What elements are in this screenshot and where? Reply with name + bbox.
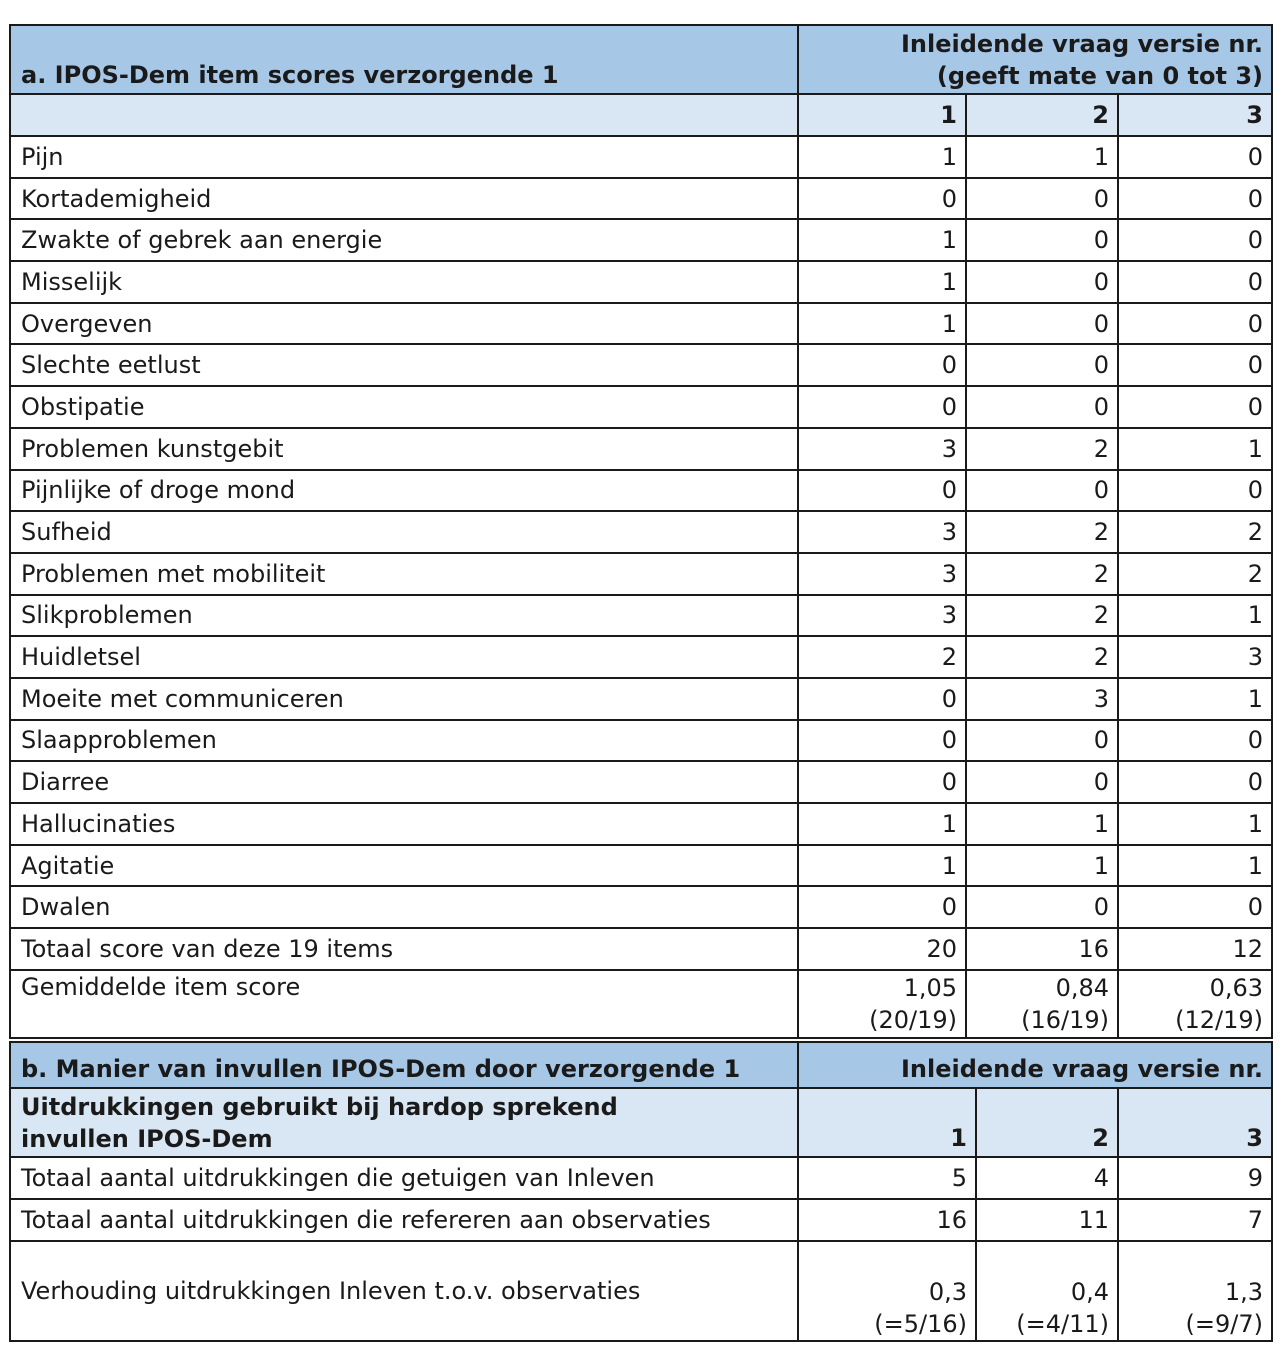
ratio-value-1 bbox=[798, 1241, 976, 1341]
ratio-label: Verhouding uitdrukkingen Inleven t.o.v. observaties bbox=[10, 1241, 798, 1341]
item-score-3: 0 bbox=[1118, 136, 1272, 178]
ratio-value-3-fraction: (=9/7) bbox=[1185, 1310, 1263, 1338]
table-row bbox=[10, 178, 1272, 220]
item-label: Slaapproblemen bbox=[10, 720, 798, 762]
mean-score-3-fraction: (12/19) bbox=[1175, 1006, 1263, 1035]
mean-score-3-value: 0,63 bbox=[1209, 974, 1263, 1003]
column-header-1: 1 bbox=[798, 94, 966, 136]
mean-score-1 bbox=[798, 970, 966, 1038]
item-score-3: 1 bbox=[1118, 803, 1272, 845]
item-score-3: 0 bbox=[1118, 261, 1272, 303]
ratio-value-3-value: 1,3 bbox=[1224, 1278, 1263, 1306]
item-score-3: 3 bbox=[1118, 636, 1272, 678]
item-score-1: 1 bbox=[798, 845, 966, 887]
item-score-3: 1 bbox=[1118, 428, 1272, 470]
item-score-2: 0 bbox=[966, 261, 1118, 303]
item-score-2: 1 bbox=[966, 845, 1118, 887]
mean-score-2-value: 0,84 bbox=[1055, 974, 1109, 1003]
item-score-1: 3 bbox=[798, 553, 966, 595]
item-score-1: 0 bbox=[798, 178, 966, 220]
item-score-3: 0 bbox=[1118, 178, 1272, 220]
expression-count-3: 7 bbox=[1118, 1199, 1272, 1241]
item-label: Moeite met communiceren bbox=[10, 678, 798, 720]
item-score-3: 2 bbox=[1118, 511, 1272, 553]
total-score-2: 16 bbox=[966, 928, 1118, 970]
total-score-3: 12 bbox=[1118, 928, 1272, 970]
ratio-value-1-fraction: (=5/16) bbox=[874, 1310, 967, 1338]
item-score-3: 0 bbox=[1118, 303, 1272, 345]
table-row bbox=[10, 553, 1272, 595]
item-score-3: 1 bbox=[1118, 845, 1272, 887]
item-label: Kortademigheid bbox=[10, 178, 798, 220]
item-score-2: 2 bbox=[966, 553, 1118, 595]
mean-row bbox=[10, 970, 1272, 1038]
item-score-1: 3 bbox=[798, 428, 966, 470]
expression-count-2: 4 bbox=[976, 1157, 1118, 1199]
item-score-1: 3 bbox=[798, 511, 966, 553]
expression-label: Totaal aantal uitdrukkingen die getuigen van Inleven bbox=[10, 1157, 798, 1199]
table-row bbox=[10, 720, 1272, 762]
item-score-2: 0 bbox=[966, 386, 1118, 428]
item-score-3: 0 bbox=[1118, 761, 1272, 803]
table-row bbox=[10, 470, 1272, 512]
expression-count-2: 11 bbox=[976, 1199, 1118, 1241]
mean-score-2 bbox=[966, 970, 1118, 1038]
item-label: Dwalen bbox=[10, 886, 798, 928]
item-label: Overgeven bbox=[10, 303, 798, 345]
table-row bbox=[10, 678, 1272, 720]
item-score-3: 2 bbox=[1118, 553, 1272, 595]
item-label: Misselijk bbox=[10, 261, 798, 303]
item-score-2: 0 bbox=[966, 470, 1118, 512]
section-b-version-header: Inleidende vraag versie nr. bbox=[798, 1042, 1272, 1088]
mean-score-3 bbox=[1118, 970, 1272, 1038]
item-score-3: 0 bbox=[1118, 219, 1272, 261]
item-label: Pijn bbox=[10, 136, 798, 178]
section-a-title: a. IPOS-Dem item scores verzorgende 1 bbox=[10, 25, 798, 94]
b-column-header-3: 3 bbox=[1118, 1088, 1272, 1157]
item-label: Slechte eetlust bbox=[10, 344, 798, 386]
fill-method-table bbox=[9, 1041, 1273, 1342]
table-row bbox=[10, 386, 1272, 428]
version-header bbox=[798, 25, 1272, 94]
item-label: Huidletsel bbox=[10, 636, 798, 678]
item-score-2: 2 bbox=[966, 511, 1118, 553]
item-score-3: 0 bbox=[1118, 344, 1272, 386]
item-score-1: 0 bbox=[798, 678, 966, 720]
expressions-subheader bbox=[10, 1088, 798, 1157]
table-row bbox=[10, 886, 1272, 928]
ratio-value-1-value: 0,3 bbox=[928, 1278, 967, 1306]
item-score-1: 0 bbox=[798, 886, 966, 928]
ratio-value-2 bbox=[976, 1241, 1118, 1341]
expression-count-1: 5 bbox=[798, 1157, 976, 1199]
table-row bbox=[10, 511, 1272, 553]
item-score-3: 0 bbox=[1118, 886, 1272, 928]
item-score-1: 0 bbox=[798, 761, 966, 803]
item-score-2: 0 bbox=[966, 886, 1118, 928]
mean-score-1-value: 1,05 bbox=[903, 974, 957, 1003]
expression-label: Totaal aantal uitdrukkingen die refereren aan observaties bbox=[10, 1199, 798, 1241]
column-header-2: 2 bbox=[966, 94, 1118, 136]
item-score-1: 1 bbox=[798, 136, 966, 178]
item-label: Diarree bbox=[10, 761, 798, 803]
item-score-3: 0 bbox=[1118, 470, 1272, 512]
item-score-1: 0 bbox=[798, 720, 966, 762]
total-row bbox=[10, 928, 1272, 970]
total-label: Totaal score van deze 19 items bbox=[10, 928, 798, 970]
item-label: Agitatie bbox=[10, 845, 798, 887]
table-row bbox=[10, 303, 1272, 345]
b-column-header-2: 2 bbox=[976, 1088, 1118, 1157]
section-b-title: b. Manier van invullen IPOS-Dem door verzorgende 1 bbox=[10, 1042, 798, 1088]
item-score-3: 0 bbox=[1118, 386, 1272, 428]
item-label: Pijnlijke of droge mond bbox=[10, 470, 798, 512]
item-score-2: 2 bbox=[966, 428, 1118, 470]
item-score-1: 3 bbox=[798, 595, 966, 637]
table-row bbox=[10, 1199, 1272, 1241]
item-score-1: 0 bbox=[798, 344, 966, 386]
expression-count-1: 16 bbox=[798, 1199, 976, 1241]
table-row bbox=[10, 845, 1272, 887]
ratio-row bbox=[10, 1241, 1272, 1341]
table-row bbox=[10, 636, 1272, 678]
item-score-3: 1 bbox=[1118, 595, 1272, 637]
item-score-2: 0 bbox=[966, 344, 1118, 386]
item-scores-table bbox=[9, 24, 1273, 1039]
item-score-1: 1 bbox=[798, 303, 966, 345]
b-column-header-1: 1 bbox=[798, 1088, 976, 1157]
item-score-1: 0 bbox=[798, 386, 966, 428]
table-row bbox=[10, 428, 1272, 470]
item-score-2: 0 bbox=[966, 720, 1118, 762]
expression-count-3: 9 bbox=[1118, 1157, 1272, 1199]
table-row bbox=[10, 595, 1272, 637]
item-score-2: 1 bbox=[966, 803, 1118, 845]
ratio-value-2-value: 0,4 bbox=[1070, 1278, 1109, 1306]
item-score-2: 2 bbox=[966, 636, 1118, 678]
item-label: Slikproblemen bbox=[10, 595, 798, 637]
expressions-subheader-line1: Uitdrukkingen gebruikt bij hardop sprekend bbox=[21, 1092, 618, 1121]
item-score-2: 1 bbox=[966, 136, 1118, 178]
item-score-1: 1 bbox=[798, 261, 966, 303]
item-score-2: 3 bbox=[966, 678, 1118, 720]
item-score-2: 0 bbox=[966, 219, 1118, 261]
item-label: Obstipatie bbox=[10, 386, 798, 428]
table-row bbox=[10, 1157, 1272, 1199]
item-score-2: 0 bbox=[966, 761, 1118, 803]
mean-label: Gemiddelde item score bbox=[10, 970, 798, 1038]
version-header-line2: (geeft mate van 0 tot 3) bbox=[936, 61, 1263, 90]
ratio-value-3 bbox=[1118, 1241, 1272, 1341]
item-score-2: 2 bbox=[966, 595, 1118, 637]
table-row bbox=[10, 803, 1272, 845]
expressions-subheader-line2: invullen IPOS-Dem bbox=[21, 1124, 273, 1153]
item-score-1: 2 bbox=[798, 636, 966, 678]
item-label: Zwakte of gebrek aan energie bbox=[10, 219, 798, 261]
mean-score-2-fraction: (16/19) bbox=[1021, 1006, 1109, 1035]
table-row bbox=[10, 136, 1272, 178]
item-score-1: 1 bbox=[798, 219, 966, 261]
item-label: Hallucinaties bbox=[10, 803, 798, 845]
table-row bbox=[10, 761, 1272, 803]
table-row bbox=[10, 344, 1272, 386]
total-score-1: 20 bbox=[798, 928, 966, 970]
table-row bbox=[10, 219, 1272, 261]
item-label: Sufheid bbox=[10, 511, 798, 553]
item-label: Problemen kunstgebit bbox=[10, 428, 798, 470]
column-header-3: 3 bbox=[1118, 94, 1272, 136]
mean-score-1-fraction: (20/19) bbox=[869, 1006, 957, 1035]
item-score-2: 0 bbox=[966, 303, 1118, 345]
item-score-1: 0 bbox=[798, 470, 966, 512]
item-score-1: 1 bbox=[798, 803, 966, 845]
item-score-3: 0 bbox=[1118, 720, 1272, 762]
ratio-value-2-fraction: (=4/11) bbox=[1016, 1310, 1109, 1338]
item-score-3: 1 bbox=[1118, 678, 1272, 720]
item-label: Problemen met mobiliteit bbox=[10, 553, 798, 595]
column-header-blank bbox=[10, 94, 798, 136]
version-header-line1: Inleidende vraag versie nr. bbox=[900, 29, 1263, 58]
table-row bbox=[10, 261, 1272, 303]
item-score-2: 0 bbox=[966, 178, 1118, 220]
